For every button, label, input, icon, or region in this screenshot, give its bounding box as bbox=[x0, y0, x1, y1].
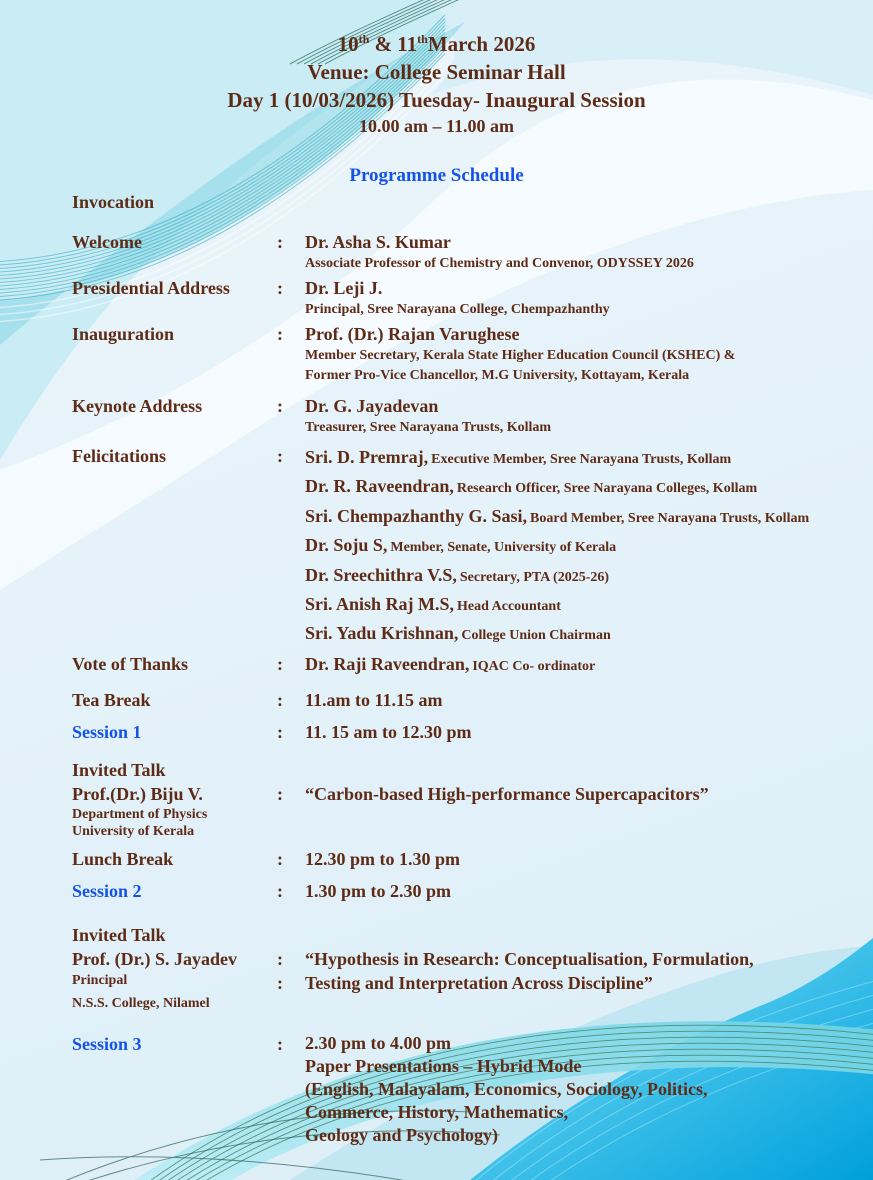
speaker-name: Prof. (Dr.) Rajan Varughese bbox=[305, 324, 520, 344]
row-label: Inauguration bbox=[72, 324, 175, 344]
colon: : bbox=[277, 396, 283, 416]
row-value bbox=[305, 230, 865, 274]
colon: : bbox=[277, 721, 283, 742]
speaker-name: Dr. G. Jayadevan bbox=[305, 396, 439, 416]
row-label: Felicitations bbox=[72, 446, 166, 466]
superscript-th: th bbox=[358, 32, 370, 46]
speaker-affiliation: University of Kerala bbox=[72, 823, 195, 839]
document-header bbox=[0, 0, 873, 138]
invocation-heading: Invocation bbox=[72, 192, 155, 212]
speaker-name: Dr. Leji J. bbox=[305, 278, 383, 298]
row-value bbox=[305, 276, 865, 320]
session-detail: Commerce, History, Mathematics, bbox=[305, 1101, 569, 1122]
speaker-affiliation: Department of Physics bbox=[72, 806, 208, 822]
row-value bbox=[305, 394, 865, 438]
colon: : bbox=[277, 232, 283, 252]
superscript-th: th bbox=[417, 32, 428, 46]
session-time: 2.30 pm to 4.00 pm bbox=[305, 1032, 452, 1053]
header-venue: Venue: College Seminar Hall bbox=[307, 60, 566, 84]
felicitation-person bbox=[305, 473, 865, 502]
row-value bbox=[305, 1032, 865, 1147]
session-detail: Paper Presentations – Hybrid Mode bbox=[305, 1055, 582, 1076]
talk-title: “Carbon-based High-performance Supercapacitors” bbox=[305, 783, 709, 804]
speaker-affiliation: Principal bbox=[72, 972, 128, 988]
row-time: 11.am to 11.15 am bbox=[305, 689, 443, 710]
schedule-row-session3 bbox=[72, 1032, 865, 1147]
speaker-detail: Member Secretary, Kerala State Higher Education Council (KSHEC) & bbox=[305, 348, 736, 363]
row-time: 11. 15 am to 12.30 pm bbox=[305, 721, 472, 742]
schedule-row-session1 bbox=[72, 720, 865, 744]
person-role: Board Member, Sree Narayana Trusts, Kollam bbox=[530, 510, 810, 526]
talk-title: Testing and Interpretation Across Discipline” bbox=[305, 972, 653, 993]
schedule-row-welcome bbox=[72, 230, 865, 274]
colon: : bbox=[277, 1033, 283, 1054]
row-value bbox=[305, 322, 865, 386]
row-value bbox=[305, 652, 865, 679]
programme-title: Programme Schedule bbox=[349, 165, 524, 186]
talk-title: “Hypothesis in Research: Conceptualisation, Formulation, bbox=[305, 948, 754, 969]
schedule-row-presidential bbox=[72, 276, 865, 320]
session-label: Session 2 bbox=[72, 880, 142, 901]
felicitation-person bbox=[305, 503, 865, 532]
felicitation-person bbox=[305, 532, 865, 561]
speaker-detail: Treasurer, Sree Narayana Trusts, Kollam bbox=[305, 420, 552, 435]
speaker-role: IQAC Co- ordinator bbox=[472, 658, 596, 674]
colon: : bbox=[277, 972, 283, 993]
person-role: Head Accountant bbox=[457, 599, 561, 615]
invited-talk-heading: Invited Talk bbox=[72, 924, 166, 945]
schedule-row-lunch-break bbox=[72, 847, 865, 871]
speaker-detail: Associate Professor of Chemistry and Convenor, ODYSSEY 2026 bbox=[305, 256, 694, 271]
colon: : bbox=[277, 446, 283, 466]
person-name: Dr. Sreechithra V.S, bbox=[305, 564, 457, 585]
person-role: Executive Member, Sree Narayana Trusts, Kollam bbox=[431, 452, 732, 467]
speaker-affiliation: N.S.S. College, Nilamel bbox=[72, 995, 210, 1011]
person-role: Member, Senate, University of Kerala bbox=[390, 540, 617, 556]
felicitation-person bbox=[305, 562, 865, 591]
row-label: Vote of Thanks bbox=[72, 653, 189, 674]
person-role: College Union Chairman bbox=[461, 628, 611, 644]
felicitation-person bbox=[305, 444, 865, 473]
schedule-row-session2 bbox=[72, 879, 865, 903]
schedule-row-vote-of-thanks bbox=[72, 652, 865, 679]
speaker-detail: Former Pro-Vice Chancellor, M.G University, Kottayam, Kerala bbox=[305, 368, 690, 383]
speaker-name: Prof.(Dr.) Biju V. bbox=[72, 783, 203, 804]
row-label: Tea Break bbox=[72, 689, 151, 710]
felicitation-person bbox=[305, 591, 865, 620]
schedule-row-felicitations bbox=[72, 444, 865, 650]
colon: : bbox=[277, 783, 283, 804]
header-dates: 10th & 11thMarch 2026 bbox=[337, 32, 536, 56]
person-role: Research Officer, Sree Narayana Colleges, Kollam bbox=[456, 481, 758, 497]
schedule-row-tea-break bbox=[72, 688, 865, 712]
invited-talk-1 bbox=[72, 758, 865, 840]
colon: : bbox=[277, 848, 283, 869]
person-name: Dr. R. Raveendran, bbox=[305, 476, 454, 497]
row-time: 1.30 pm to 2.30 pm bbox=[305, 880, 452, 901]
row-label: Keynote Address bbox=[72, 396, 203, 416]
session-label: Session 1 bbox=[72, 721, 142, 742]
row-time: 12.30 pm to 1.30 pm bbox=[305, 848, 461, 869]
person-name: Sri. Anish Raj M.S, bbox=[305, 594, 455, 615]
session-label: Session 3 bbox=[72, 1033, 142, 1054]
schedule-row-inauguration bbox=[72, 322, 865, 386]
felicitation-person bbox=[305, 620, 865, 649]
row-label: Lunch Break bbox=[72, 848, 174, 869]
colon: : bbox=[277, 653, 283, 674]
person-name: Sri. Chempazhanthy G. Sasi, bbox=[305, 505, 528, 526]
speaker-name: Prof. (Dr.) S. Jayadev bbox=[72, 948, 237, 969]
header-day: Day 1 (10/03/2026) Tuesday- Inaugural Session bbox=[227, 88, 646, 112]
colon: : bbox=[277, 880, 283, 901]
colon: : bbox=[277, 689, 283, 710]
invited-talk-heading: Invited Talk bbox=[72, 759, 166, 780]
colon: : bbox=[277, 324, 283, 344]
person-name: Sri. D. Premraj, bbox=[305, 447, 429, 467]
session-detail: (English, Malayalam, Economics, Sociology, Politics, bbox=[305, 1078, 708, 1099]
row-label: Presidential Address bbox=[72, 278, 230, 298]
colon: : bbox=[277, 948, 283, 969]
schedule-row-keynote bbox=[72, 394, 865, 438]
person-name: Dr. Soju S, bbox=[305, 535, 388, 556]
header-time: 10.00 am – 11.00 am bbox=[359, 116, 514, 136]
speaker-name: Dr. Asha S. Kumar bbox=[305, 232, 451, 252]
invited-talk-2 bbox=[72, 923, 865, 1012]
session-detail: Geology and Psychology) bbox=[305, 1124, 499, 1145]
row-value bbox=[305, 444, 865, 650]
colon: : bbox=[277, 278, 283, 298]
person-name: Sri. Yadu Krishnan, bbox=[305, 623, 459, 644]
row-label: Welcome bbox=[72, 232, 142, 252]
person-role: Secretary, PTA (2025-26) bbox=[459, 569, 610, 585]
speaker-name: Dr. Raji Raveendran, bbox=[305, 653, 470, 674]
speaker-detail: Principal, Sree Narayana College, Chempazhanthy bbox=[305, 302, 610, 317]
